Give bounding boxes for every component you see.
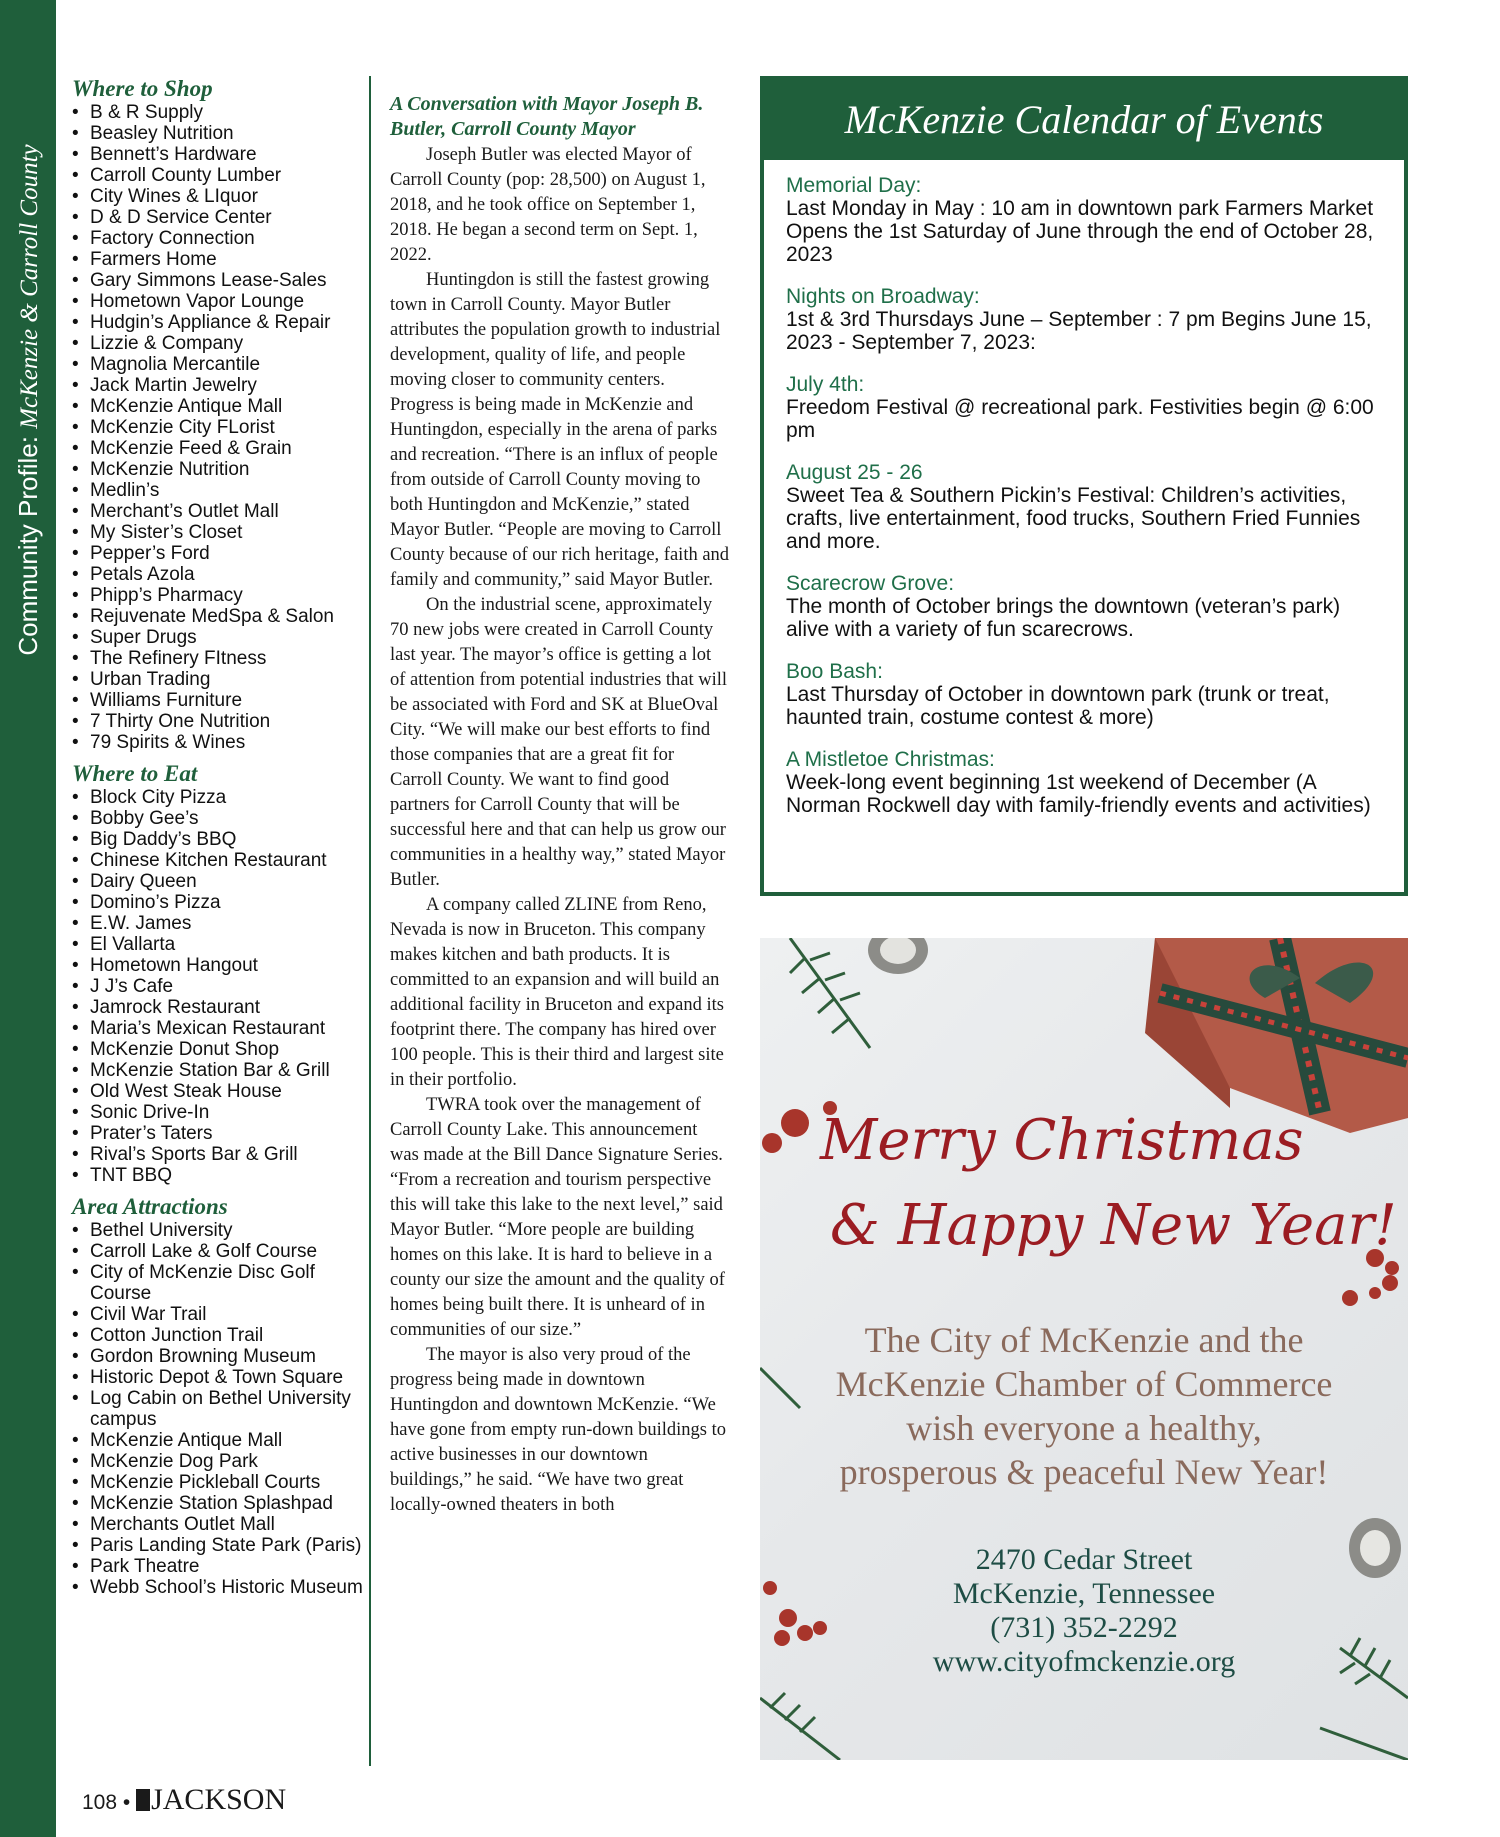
article-paragraph: The mayor is also very proud of the progress being made in downtown Huntingdon and downtown McKenzie. “We have gone from empty run-down buildings to active businesses in our downtown buildings,” he said. “We have two great locally-owned theaters in both [390,1345,727,1515]
list-item: • Hometown Vapor Lounge [72,291,367,312]
calendar-events [764,160,1404,817]
list-item: • Bobby Gee’s [72,808,367,829]
list-item: • City of McKenzie Disc Golf Course [72,1262,367,1304]
list-item: • Petals Azola [72,564,367,585]
attractions-heading: Area Attractions [72,1194,228,1219]
list-item: • El Vallarta [72,934,367,955]
list-item: • Block City Pizza [72,787,367,808]
event-description: Last Monday in May : 10 am in downtown park Farmers Market Opens the 1st Saturday of June through the end of October 28, 2023 [786,197,1374,266]
list-item: • McKenzie Antique Mall [72,1430,367,1451]
wish-line: McKenzie Chamber of Commerce [835,1364,1333,1404]
attractions-list [72,1220,367,1598]
list-item: • Historic Depot & Town Square [72,1367,367,1388]
publication-logo-icon [136,1789,150,1811]
list-item: • Jamrock Restaurant [72,997,367,1018]
list-item: • McKenzie Nutrition [72,459,367,480]
list-item: • 7 Thirty One Nutrition [72,711,367,732]
article-column [390,92,730,1518]
list-item: • Rejuvenate MedSpa & Salon [72,606,367,627]
list-item: • 79 Spirits & Wines [72,732,367,753]
list-item: • Bennett’s Hardware [72,144,367,165]
list-item: • Gordon Browning Museum [72,1346,367,1367]
list-item: • Webb School’s Historic Museum [72,1577,367,1598]
list-item: • McKenzie Antique Mall [72,396,367,417]
list-item: • Merchants Outlet Mall [72,1514,367,1535]
list-item: • Medlin’s [72,480,367,501]
footer-separator: • [122,1791,131,1814]
shop-list [72,102,367,753]
ad-phone: (731) 352-2292 [990,1611,1178,1644]
event-title: July 4th: [786,373,865,396]
list-item: • My Sister’s Closet [72,522,367,543]
event-title: Boo Bash: [786,660,883,683]
list-item: • Sonic Drive-In [72,1102,367,1123]
list-item: • E.W. James [72,913,367,934]
article-paragraph: A company called ZLINE from Reno, Nevada is now in Bruceton. This company makes kitchen and bath products. It is committed to an expansion and will build an additional facility in Bruceton and expand its footprint there. The company has hired over 100 people. This is their third and largest site in their portfolio. [390,895,724,1090]
list-item: • Super Drugs [72,627,367,648]
list-item: • Old West Steak House [72,1081,367,1102]
wish-line: prosperous & peaceful New Year! [839,1452,1329,1492]
list-item: • Carroll County Lumber [72,165,367,186]
page-footer [82,1780,286,1820]
list-item: • Hudgin’s Appliance & Repair [72,312,367,333]
list-item: • Civil War Trail [72,1304,367,1325]
list-item: • McKenzie City FLorist [72,417,367,438]
event-title: August 25 - 26 [786,461,923,484]
eat-heading: Where to Eat [72,761,198,786]
list-item: • Farmers Home [72,249,367,270]
list-item: • Paris Landing State Park (Paris) [72,1535,367,1556]
holiday-ad [760,938,1408,1760]
page-number: 108 [82,1791,118,1814]
calendar-box [760,76,1408,896]
event-title: Nights on Broadway: [786,285,980,308]
wish-line: wish everyone a healthy, [906,1408,1262,1448]
publication-name: JACKSON [151,1783,287,1816]
wish-line: The City of McKenzie and the [864,1320,1304,1360]
greeting-line-2: & Happy New Year! [830,1193,1397,1258]
event-title: Scarecrow Grove: [786,572,955,595]
ad-website[interactable]: www.cityofmckenzie.org [932,1645,1236,1678]
list-item: • Carroll Lake & Golf Course [72,1241,367,1262]
list-item: • Bethel University [72,1220,367,1241]
calendar-event [786,572,1382,641]
event-description: The month of October brings the downtown (veteran’s park) alive with a variety of fun scarecrows. [786,595,1341,641]
list-item: • McKenzie Dog Park [72,1451,367,1472]
calendar-event [786,285,1382,354]
directory-column [72,76,367,1606]
list-item: • McKenzie Feed & Grain [72,438,367,459]
event-description: 1st & 3rd Thursdays June – September : 7 pm Begins June 15, 2023 - September 7, 2023: [786,308,1372,354]
ad-contact [760,1543,1408,1679]
event-title: Memorial Day: [786,174,922,197]
list-item: • Park Theatre [72,1556,367,1577]
calendar-event [786,174,1382,266]
calendar-event [786,660,1382,729]
ad-address: 2470 Cedar Street [975,1543,1193,1576]
list-item: • The Refinery FItness [72,648,367,669]
list-item: • Rival’s Sports Bar & Grill [72,1144,367,1165]
article-paragraph: On the industrial scene, approximately 70 new jobs were created in Carroll County last year. The mayor’s office is getting a lot of attention from potential industries that will be associated with Ford and SK at BlueOval City. “We will make our best efforts to find those companies that are a great fit for Carroll County. We want to find good partners for Carroll County that will be successful here and that can help us grow our communities in a healthy way,” stated Mayor Butler. [390,595,728,890]
list-item: • McKenzie Pickleball Courts [72,1472,367,1493]
list-item: • Magnolia Mercantile [72,354,367,375]
calendar-event [786,461,1382,553]
article-body [390,143,730,1518]
list-item: • Urban Trading [72,669,367,690]
list-item: • McKenzie Station Splashpad [72,1493,367,1514]
event-description: Sweet Tea & Southern Pickin’s Festival: Children’s activities, crafts, live entertainment, food trucks, Southern Fried Funnies and more. [786,484,1361,553]
calendar-event [786,373,1382,442]
list-item: • Dairy Queen [72,871,367,892]
article-paragraph: TWRA took over the management of Carroll County Lake. This announcement was made at the Bill Dance Signature Series. “From a recreation and tourism perspective this will take this lake to the next level,” said Mayor Butler. “More people are building homes on this lake. It is hard to believe in a county our size the amount and the quality of homes being built there. It is unheard of in communities of our size.” [390,1095,725,1340]
list-item: • Domino’s Pizza [72,892,367,913]
calendar-title: McKenzie Calendar of Events [764,80,1404,160]
event-description: Week-long event beginning 1st weekend of December (A Norman Rockwell day with family-friendly events and activities) [786,771,1371,817]
list-item: • Hometown Hangout [72,955,367,976]
section-label [8,50,48,750]
article-paragraph: Huntingdon is still the fastest growing town in Carroll County. Mayor Butler attributes the population growth to industrial development, quality of life, and people moving closer to community centers. Progress is being made in McKenzie and Huntingdon, especially in the arena of parks and recreation. “There is an influx of people from outside of Carroll County moving to both Huntingdon and McKenzie,” stated Mayor Butler. “People are moving to Carroll County because of our rich heritage, faith and family and community,” said Mayor Butler. [390,270,730,590]
greeting-line-1: Merry Christmas [820,1108,1304,1173]
list-item: • Prater’s Taters [72,1123,367,1144]
list-item: • Jack Martin Jewelry [72,375,367,396]
list-item: • Merchant’s Outlet Mall [72,501,367,522]
list-item: • D & D Service Center [72,207,367,228]
column-divider [369,76,371,1766]
list-item: • Beasley Nutrition [72,123,367,144]
list-item: • Pepper’s Ford [72,543,367,564]
list-item: • Big Daddy’s BBQ [72,829,367,850]
section-label-main: Community Profile: [13,428,43,656]
list-item: • Maria’s Mexican Restaurant [72,1018,367,1039]
list-item: • Phipp’s Pharmacy [72,585,367,606]
list-item: • B & R Supply [72,102,367,123]
list-item: • Lizzie & Company [72,333,367,354]
article-title: A Conversation with Mayor Joseph B. Butler, Carroll County Mayor [390,93,704,140]
list-item: • Chinese Kitchen Restaurant [72,850,367,871]
article-paragraph: Joseph Butler was elected Mayor of Carroll County (pop: 28,500) on August 1, 2018, and he took office on September 1, 2018. He began a second term on Sept. 1, 2022. [390,145,706,265]
gift-box-icon [1145,938,1408,1133]
side-band [0,0,56,1837]
list-item: • Williams Furniture [72,690,367,711]
calendar-event [786,748,1382,817]
event-title: A Mistletoe Christmas: [786,748,995,771]
ad-wish-text [760,1318,1408,1494]
list-item: • TNT BBQ [72,1165,367,1186]
list-item: • McKenzie Donut Shop [72,1039,367,1060]
ad-city: McKenzie, Tennessee [952,1577,1216,1610]
list-item: • McKenzie Station Bar & Grill [72,1060,367,1081]
list-item: • J J’s Cafe [72,976,367,997]
eat-list [72,787,367,1186]
list-item: • Factory Connection [72,228,367,249]
section-label-place: McKenzie & Carroll County [16,144,43,429]
list-item: • Gary Simmons Lease-Sales [72,270,367,291]
shop-heading: Where to Shop [72,76,213,101]
list-item: • City Wines & LIquor [72,186,367,207]
list-item: • Cotton Junction Trail [72,1325,367,1346]
list-item: • Log Cabin on Bethel University campus [72,1388,367,1430]
event-description: Freedom Festival @ recreational park. Festivities begin @ 6:00 pm [786,396,1374,442]
event-description: Last Thursday of October in downtown park (trunk or treat, haunted train, costume contest & more) [786,683,1330,729]
